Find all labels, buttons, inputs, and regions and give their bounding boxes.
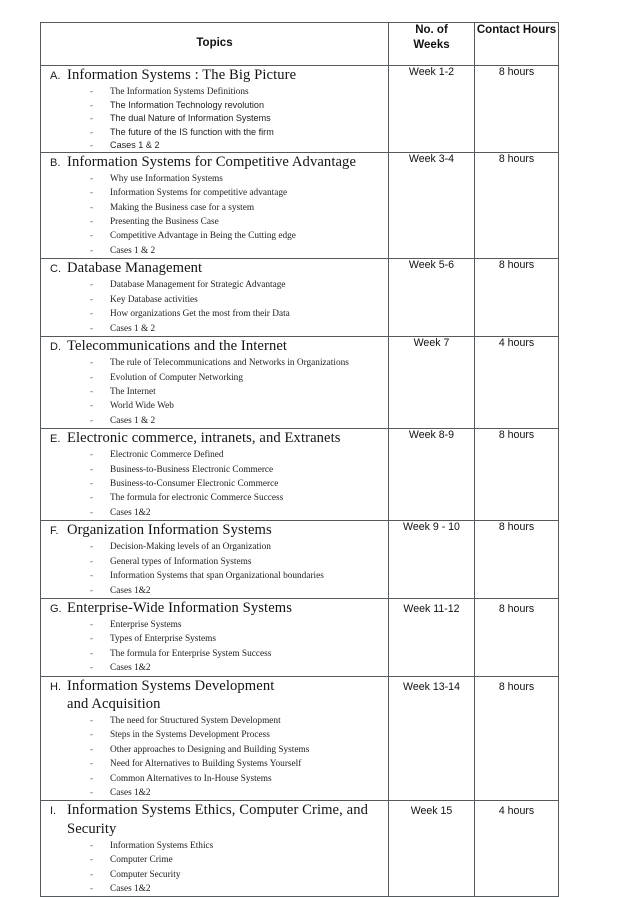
- dash-bullet-icon: -: [90, 279, 93, 290]
- subtopic-label: How organizations Get the most from their Data: [110, 309, 290, 320]
- subtopic-item: [41, 371, 388, 385]
- dash-bullet-icon: -: [90, 357, 93, 368]
- subtopic-label: Types of Enterprise Systems: [110, 634, 216, 645]
- subtopic-label: Database Management for Strategic Advantage: [110, 280, 286, 291]
- contact-hours-cell: 8 hours: [475, 676, 559, 801]
- dash-bullet-icon: -: [90, 662, 93, 673]
- dash-bullet-icon: -: [90, 308, 93, 319]
- topic-letter: B.: [50, 156, 61, 169]
- subtopic-item: [41, 278, 388, 292]
- weeks-cell: Week 5-6: [389, 259, 475, 337]
- topic-heading: [41, 599, 388, 617]
- table-row: [41, 676, 559, 801]
- subtopic-item: [41, 868, 388, 882]
- dash-bullet-icon: -: [90, 492, 93, 503]
- dash-bullet-icon: -: [90, 478, 93, 489]
- dash-bullet-icon: -: [90, 570, 93, 581]
- topic-heading: [41, 259, 388, 277]
- subtopic-label: Evolution of Computer Networking: [110, 372, 243, 383]
- subtopic-label: The Internet: [110, 386, 156, 397]
- subtopic-item: [41, 584, 388, 598]
- topic-heading: [41, 429, 388, 447]
- topic-letter: H.: [50, 680, 61, 693]
- dash-bullet-icon: -: [90, 633, 93, 644]
- contact-hours-cell: 4 hours: [475, 336, 559, 428]
- subtopic-label: Electronic Commerce Defined: [110, 450, 224, 461]
- topic-title: Telecommunications and the Internet: [67, 337, 288, 354]
- topic-heading: [41, 677, 388, 713]
- subtopic-item: [41, 322, 388, 336]
- contact-hours-cell: 8 hours: [475, 65, 559, 152]
- dash-bullet-icon: -: [90, 113, 93, 124]
- subtopic-item: [41, 757, 388, 771]
- subtopic-item: [41, 399, 388, 413]
- subtopic-label: Information Systems for competitive advantage: [110, 188, 288, 199]
- table-row: [41, 598, 559, 676]
- subtopic-item: [41, 293, 388, 307]
- subtopic-item: [41, 540, 388, 554]
- subtopic-item: [41, 172, 388, 186]
- subtopic-item: [41, 186, 388, 200]
- subtopic-item: [41, 215, 388, 229]
- topic-title: Information Systems Development and Acquisition: [67, 677, 275, 712]
- dash-bullet-icon: -: [90, 854, 93, 865]
- subtopic-item: [41, 85, 388, 99]
- topic-heading: [41, 337, 388, 355]
- dash-bullet-icon: -: [90, 139, 93, 150]
- course-syllabus-table: [40, 22, 559, 897]
- subtopic-item: [41, 112, 388, 125]
- weeks-cell: Week 15: [389, 801, 475, 897]
- subtopic-label: Steps in the Systems Development Process: [110, 730, 270, 741]
- subtopic-item: [41, 853, 388, 867]
- contact-hours-cell: 8 hours: [475, 259, 559, 337]
- subtopic-label: Other approaches to Designing and Building Systems: [110, 744, 310, 755]
- topic-title: Information Systems : The Big Picture: [67, 66, 297, 83]
- contact-hours-cell: 8 hours: [475, 152, 559, 258]
- subtopic-label: Need for Alternatives to Building Systems Yourself: [110, 759, 302, 770]
- topic-cell: [41, 336, 389, 428]
- table-row: [41, 259, 559, 337]
- subtopic-item: [41, 569, 388, 583]
- table-row: [41, 152, 559, 258]
- subtopic-item: [41, 385, 388, 399]
- contact-hours-cell: 8 hours: [475, 521, 559, 599]
- subtopic-label: The Information Technology revolution: [110, 100, 265, 111]
- dash-bullet-icon: -: [90, 126, 93, 137]
- subtopic-label: Presenting the Business Case: [110, 217, 219, 228]
- dash-bullet-icon: -: [90, 619, 93, 630]
- topic-heading: [41, 153, 388, 171]
- dash-bullet-icon: -: [90, 729, 93, 740]
- subtopic-item: [41, 786, 388, 800]
- subtopic-label: The formula for Enterprise System Success: [110, 648, 272, 659]
- dash-bullet-icon: -: [90, 772, 93, 783]
- column-header-weeks-line2: Weeks: [413, 38, 450, 51]
- column-header-topics: Topics: [41, 23, 389, 66]
- dash-bullet-icon: -: [90, 230, 93, 241]
- topic-letter: D.: [50, 340, 61, 353]
- subtopic-label: Common Alternatives to In-House Systems: [110, 773, 272, 784]
- subtopic-label: Business-to-Business Electronic Commerce: [110, 464, 274, 475]
- subtopic-item: [41, 728, 388, 742]
- dash-bullet-icon: -: [90, 85, 93, 96]
- dash-bullet-icon: -: [90, 216, 93, 227]
- topic-title: Electronic commerce, intranets, and Extranets: [67, 430, 341, 447]
- subtopic-item: [41, 839, 388, 853]
- dash-bullet-icon: -: [90, 758, 93, 769]
- subtopic-label: The future of the IS function with the firm: [110, 126, 274, 137]
- subtopic-label: Enterprise Systems: [110, 620, 182, 631]
- subtopic-item: [41, 126, 388, 139]
- dash-bullet-icon: -: [90, 584, 93, 595]
- subtopic-label: World Wide Web: [110, 401, 174, 412]
- table-row: [41, 429, 559, 521]
- subtopic-label: Cases 1&2: [110, 663, 151, 674]
- dash-bullet-icon: -: [90, 187, 93, 198]
- subtopic-item: [41, 555, 388, 569]
- topic-letter: I.: [50, 805, 57, 818]
- dash-bullet-icon: -: [90, 449, 93, 460]
- topic-title: Enterprise-Wide Information Systems: [67, 599, 293, 616]
- subtopic-list: [41, 278, 388, 336]
- subtopic-label: Cases 1&2: [110, 585, 151, 596]
- subtopic-label: Competitive Advantage in Being the Cutting edge: [110, 231, 296, 242]
- subtopic-item: [41, 307, 388, 321]
- subtopic-label: Cases 1 & 2: [110, 415, 156, 426]
- topic-title: Information Systems for Competitive Advantage: [67, 153, 357, 170]
- topic-heading: [41, 521, 388, 539]
- subtopic-item: [41, 244, 388, 258]
- subtopic-list: [41, 172, 388, 258]
- topic-cell: [41, 152, 389, 258]
- subtopic-item: [41, 647, 388, 661]
- subtopic-item: [41, 491, 388, 505]
- subtopic-label: The dual Nature of Information Systems: [110, 113, 271, 124]
- subtopic-item: [41, 201, 388, 215]
- subtopic-label: The Information Systems Definitions: [110, 86, 249, 97]
- topic-title: Information Systems Ethics, Computer Crime, and Security: [67, 802, 368, 837]
- table-row: [41, 65, 559, 152]
- subtopic-label: The rule of Telecommunications and Networks in Organizations: [110, 358, 349, 369]
- subtopic-label: Cases 1&2: [110, 787, 151, 798]
- topic-letter: F.: [50, 525, 59, 538]
- dash-bullet-icon: -: [90, 385, 93, 396]
- topic-cell: [41, 598, 389, 676]
- dash-bullet-icon: -: [90, 882, 93, 893]
- dash-bullet-icon: -: [90, 541, 93, 552]
- subtopic-item: [41, 463, 388, 477]
- dash-bullet-icon: -: [90, 647, 93, 658]
- subtopic-label: Business-to-Consumer Electronic Commerce: [110, 479, 279, 490]
- subtopic-item: [41, 448, 388, 462]
- dash-bullet-icon: -: [90, 555, 93, 566]
- subtopic-item: [41, 661, 388, 675]
- dash-bullet-icon: -: [90, 322, 93, 333]
- subtopic-item: [41, 743, 388, 757]
- table-row: [41, 521, 559, 599]
- subtopic-label: Cases 1&2: [110, 883, 151, 894]
- topic-title: Organization Information Systems: [67, 522, 272, 539]
- weeks-cell: Week 13-14: [389, 676, 475, 801]
- column-header-weeks: [389, 23, 475, 66]
- subtopic-item: [41, 139, 388, 152]
- subtopic-item: [41, 229, 388, 243]
- subtopic-label: Computer Security: [110, 869, 181, 880]
- dash-bullet-icon: -: [90, 715, 93, 726]
- weeks-cell: Week 11-12: [389, 598, 475, 676]
- subtopic-label: Information Systems that span Organizational boundaries: [110, 571, 324, 582]
- subtopic-list: [41, 839, 388, 897]
- subtopic-item: [41, 714, 388, 728]
- table-body: [41, 65, 559, 897]
- dash-bullet-icon: -: [90, 172, 93, 183]
- dash-bullet-icon: -: [90, 743, 93, 754]
- subtopic-list: [41, 356, 388, 428]
- subtopic-item: [41, 414, 388, 428]
- dash-bullet-icon: -: [90, 293, 93, 304]
- subtopic-label: Decision-Making levels of an Organization: [110, 542, 271, 553]
- subtopic-label: Why use Information Systems: [110, 173, 223, 184]
- topic-cell: [41, 676, 389, 801]
- subtopic-list: [41, 714, 388, 800]
- table-row: [41, 336, 559, 428]
- weeks-cell: Week 3-4: [389, 152, 475, 258]
- subtopic-label: The formula for electronic Commerce Success: [110, 493, 284, 504]
- weeks-cell: Week 7: [389, 336, 475, 428]
- topic-cell: [41, 521, 389, 599]
- subtopic-item: [41, 882, 388, 896]
- contact-hours-cell: 4 hours: [475, 801, 559, 897]
- subtopic-item: [41, 506, 388, 520]
- weeks-cell: Week 1-2: [389, 65, 475, 152]
- subtopic-label: Computer Crime: [110, 855, 173, 866]
- dash-bullet-icon: -: [90, 463, 93, 474]
- subtopic-label: Cases 1 & 2: [110, 245, 156, 256]
- topic-cell: [41, 65, 389, 152]
- subtopic-label: Making the Business case for a system: [110, 202, 255, 213]
- contact-hours-cell: 8 hours: [475, 598, 559, 676]
- subtopic-item: [41, 618, 388, 632]
- topic-title: Database Management: [67, 260, 203, 277]
- dash-bullet-icon: -: [90, 786, 93, 797]
- topic-cell: [41, 801, 389, 897]
- subtopic-list: [41, 85, 388, 152]
- subtopic-label: Cases 1 & 2: [110, 323, 156, 334]
- dash-bullet-icon: -: [90, 414, 93, 425]
- dash-bullet-icon: -: [90, 506, 93, 517]
- topic-heading: [41, 66, 388, 84]
- weeks-cell: Week 8-9: [389, 429, 475, 521]
- topic-heading: [41, 801, 388, 837]
- subtopic-list: [41, 540, 388, 598]
- topic-cell: [41, 429, 389, 521]
- column-header-contact-hours: Contact Hours: [475, 23, 559, 66]
- subtopic-label: Cases 1 & 2: [110, 139, 160, 150]
- subtopic-list: [41, 618, 388, 676]
- subtopic-item: [41, 632, 388, 646]
- subtopic-label: General types of Information Systems: [110, 556, 252, 567]
- subtopic-item: [41, 356, 388, 370]
- table-header: [41, 23, 559, 66]
- topic-letter: G.: [50, 602, 62, 615]
- topic-cell: [41, 259, 389, 337]
- topic-letter: A.: [50, 69, 61, 82]
- weeks-cell: Week 9 - 10: [389, 521, 475, 599]
- header-row: [41, 23, 559, 66]
- dash-bullet-icon: -: [90, 868, 93, 879]
- table-row: [41, 801, 559, 897]
- contact-hours-cell: 8 hours: [475, 429, 559, 521]
- dash-bullet-icon: -: [90, 244, 93, 255]
- subtopic-item: [41, 99, 388, 112]
- dash-bullet-icon: -: [90, 100, 93, 111]
- dash-bullet-icon: -: [90, 371, 93, 382]
- subtopic-label: Key Database activities: [110, 294, 198, 305]
- column-header-weeks-line1: No. of: [415, 24, 448, 36]
- topic-letter: C.: [50, 263, 61, 276]
- subtopic-label: Information Systems Ethics: [110, 840, 214, 851]
- dash-bullet-icon: -: [90, 839, 93, 850]
- topic-letter: E.: [50, 433, 61, 446]
- subtopic-list: [41, 448, 388, 520]
- subtopic-label: The need for Structured System Development: [110, 716, 281, 727]
- subtopic-label: Cases 1&2: [110, 507, 151, 518]
- subtopic-item: [41, 477, 388, 491]
- subtopic-item: [41, 772, 388, 786]
- dash-bullet-icon: -: [90, 201, 93, 212]
- dash-bullet-icon: -: [90, 400, 93, 411]
